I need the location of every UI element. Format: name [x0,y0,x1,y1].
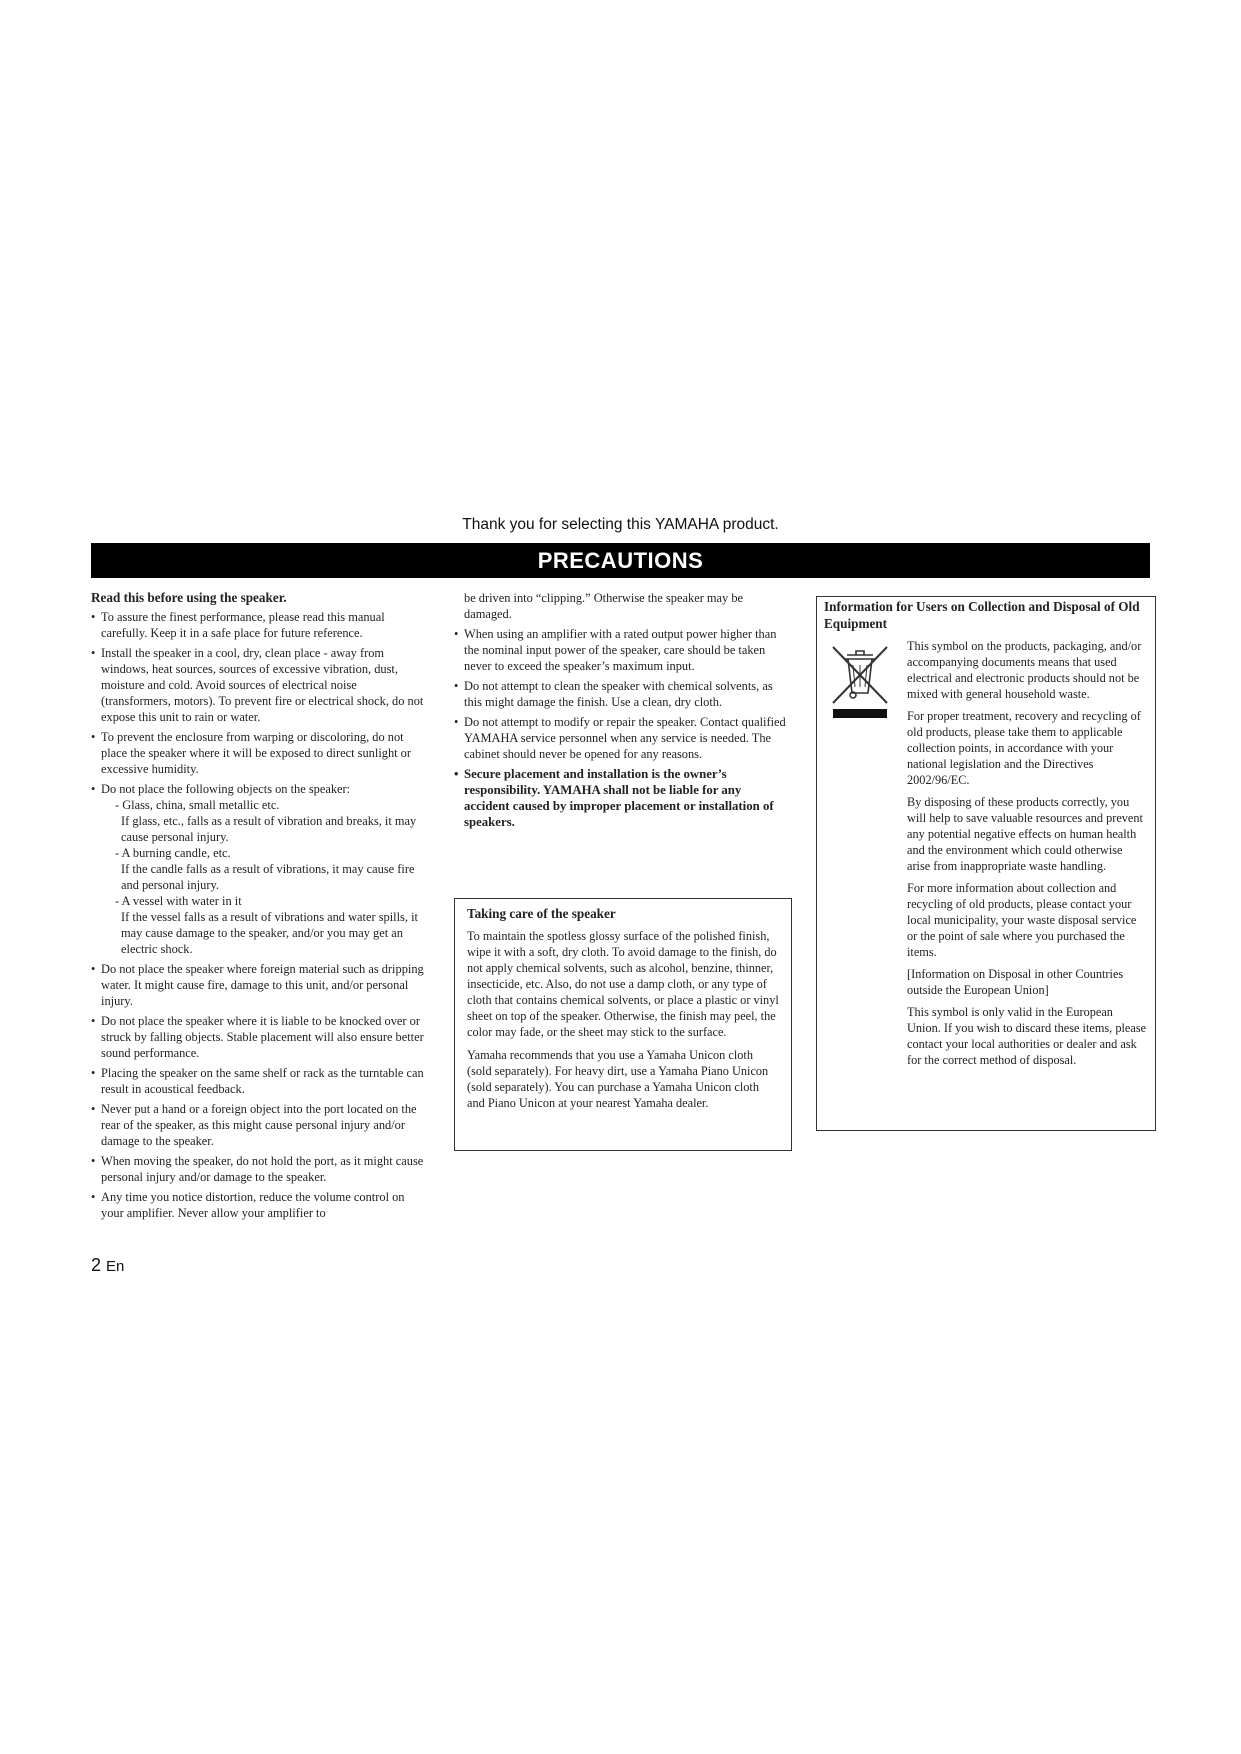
disposal-box [816,596,1156,1131]
care-box-paragraph: To maintain the spotless glossy surface of the polished finish, wipe it with a soft, dry cloth. To avoid damage to the finish, do not apply chemical solvents, such as alcohol, benzine, thinner, insecticide, etc. Also, do not use a damp cloth, or any type of cloth that contains chemical solvents, or place a plastic or vinyl sheet on top of the speaker. Otherwise, the finish may peel, the color may fade, or the sheet may stick to the surface. [467,929,779,1039]
precautions-list [91,609,428,1221]
disposal-paragraph: For proper treatment, recovery and recycling of old products, please take them to applicable collection points, in accordance with your national legislation and the Directives 2002/96/EC. [907,709,1141,787]
list-item-responsibility: • Secure placement and installation is the owner’s responsibility. YAMAHA shall not be liable for any accident caused by improper placement or installation of speakers. [454,766,789,830]
precautions-column-2 [454,590,789,834]
list-item: • Install the speaker in a cool, dry, clean place - away from windows, heat sources, sources of excessive vibration, dust, moisture and cold. Avoid sources of electrical noise (transformers, motors). To prevent fire or electrical shock, do not expose this unit to rain or water. [91,645,428,725]
list-item-text: Do not place the following objects on the speaker: [101,782,351,796]
list-item: • Placing the speaker on the same shelf or rack as the turntable can result in acoustical feedback. [91,1065,428,1097]
precautions-list-continued [454,626,789,830]
care-box-paragraph: Yamaha recommends that you use a Yamaha Unicon cloth (sold separately). For heavy dirt, use a Yamaha Piano Unicon (sold separately). You can purchase a Yamaha Unicon cloth and Piano Unicon at your nearest Yamaha dealer. [467,1048,769,1110]
list-item: • Do not place the speaker where it is liable to be knocked over or struck by falling objects. Stable placement will also ensure better sound performance. [91,1013,428,1061]
list-item: • Never put a hand or a foreign object into the port located on the rear of the speaker, as this might cause personal injury and/or damage to the speaker. [91,1101,428,1149]
page-number [91,1255,124,1276]
care-box-title: Taking care of the speaker [467,906,616,921]
sub-item-detail: If the vessel falls as a result of vibrations and water spills, it may cause damage to the speaker, and/or you may get an electric shock. [121,910,418,956]
disposal-paragraph: For more information about collection and recycling of old products, please contact your local municipality, your waste disposal service or the point of sale where you purchased the items. [907,881,1137,959]
page-title: PRECAUTIONS [91,543,1150,578]
list-item: • To assure the finest performance, please read this manual carefully. Keep it in a safe place for future reference. [91,609,428,641]
list-item: • Do not place the speaker where foreign material such as dripping water. It might cause fire, damage to this unit, and/or personal injury. [91,961,428,1009]
sub-list [115,797,428,957]
list-item: • Any time you notice distortion, reduce the volume control on your amplifier. Never allow your amplifier to [91,1189,428,1221]
list-item: • When using an amplifier with a rated output power higher than the nominal input power of the speaker, care should be taken never to exceed the speaker’s maximum input. [454,626,789,674]
sub-item-title: - Glass, china, small metallic etc. [115,798,280,812]
page-number-value: 2 [91,1255,102,1275]
sub-item-detail: If the candle falls as a result of vibrations, it may cause fire and personal injury. [121,862,415,892]
disposal-paragraph: [Information on Disposal in other Countries outside the European Union] [907,967,1124,997]
disposal-box-title: Information for Users on Collection and Disposal of Old Equipment [824,599,1140,631]
list-item: • To prevent the enclosure from warping or discoloring, do not place the speaker where it will be exposed to direct sunlight or excessive humidity. [91,729,428,777]
thanks-line: Thank you for selecting this YAMAHA product. [462,516,779,533]
care-box [454,898,792,1151]
sub-item-detail: If glass, etc., falls as a result of vibration and breaks, it may cause personal injury. [121,814,417,844]
list-item: • Do not attempt to modify or repair the speaker. Contact qualified YAMAHA service personnel when any service is needed. The cabinet should never be opened for any reasons. [454,714,789,762]
disposal-paragraph: By disposing of these products correctly, you will help to save valuable resources and prevent any potential negative effects on human health and the environment which could otherwise arise from inappropriate waste handling. [907,795,1143,873]
disposal-paragraph: This symbol on the products, packaging, and/or accompanying documents means that used electrical and electronic products should not be mixed with general household waste. [907,639,1142,701]
sub-item-title: - A vessel with water in it [115,894,242,908]
list-item: • Do not attempt to clean the speaker with chemical solvents, as this might damage the finish. Use a clean, dry cloth. [454,678,789,710]
list-item-objects [91,781,428,957]
precautions-column-1 [91,590,428,1225]
disposal-box-text [907,638,1147,1068]
crossed-out-wheelie-bin-icon [825,643,895,719]
disposal-paragraph: This symbol is only valid in the European Union. If you wish to discard these items, please contact your local authorities or dealer and ask for the correct method of disposal. [907,1005,1147,1067]
list-item: • When moving the speaker, do not hold the port, as it might cause personal injury and/or damage to the speaker. [91,1153,428,1185]
language-code: En [106,1258,125,1275]
section-heading: Read this before using the speaker. [91,590,287,605]
list-item-continued: be driven into “clipping.” Otherwise the speaker may be damaged. [464,591,744,621]
sub-item-title: - A burning candle, etc. [115,846,231,860]
